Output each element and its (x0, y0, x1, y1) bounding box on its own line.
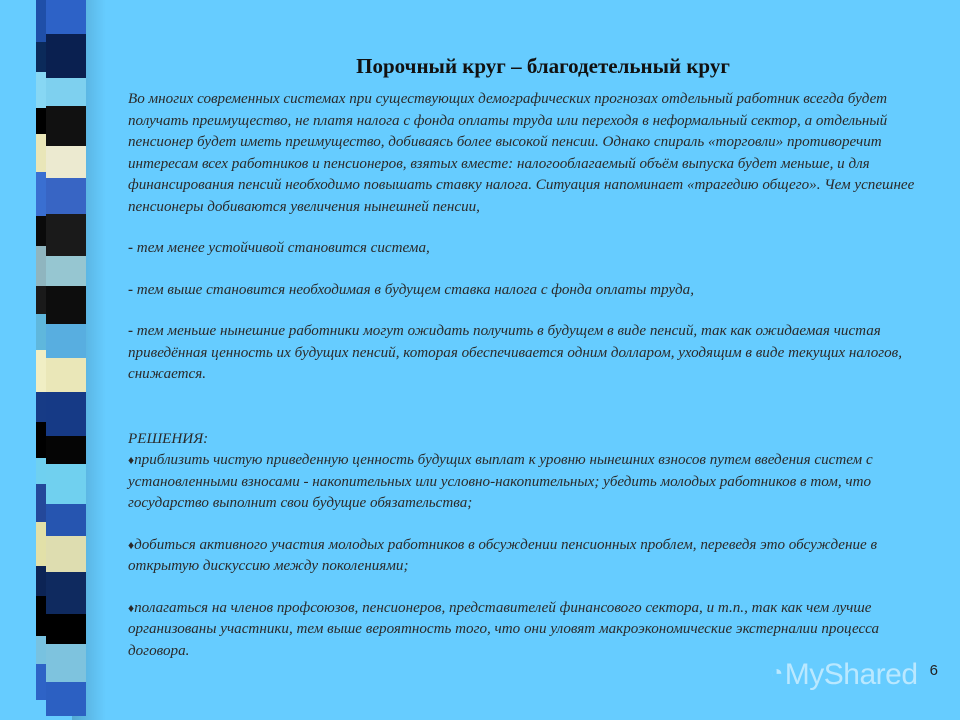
dash-text: тем менее устойчивой становится система, (133, 240, 430, 256)
solution-text: полагаться на членов профсоюзов, пенсионеров, представителей финансового сектора, и т.п., так как чем лучше организованы участники, тем выше вероятность того, что они уловят макроэкономические экстерналии процесса договора. (128, 599, 880, 659)
diamond-bullet-icon: ♦ (128, 453, 135, 467)
stripe-block (46, 536, 86, 572)
dash-item (128, 238, 928, 260)
myshared-logo-icon: ◔ (770, 660, 783, 685)
solution-text: добиться активного участия молодых работников в обсуждении пенсионных проблем, переведя это обсуждение в открытую дискуссию между поколениями; (128, 536, 878, 574)
dash-bullet: - (128, 323, 134, 339)
stripe-block (46, 436, 86, 464)
solution-item (128, 598, 928, 663)
slide-title: Порочный круг – благодетельный круг (356, 54, 730, 78)
stripe-block (46, 0, 86, 34)
stripe-block (46, 614, 86, 644)
page-number: 6 (929, 662, 938, 679)
stripe-block (46, 324, 86, 358)
stripe-block (46, 146, 86, 178)
stripe-block (46, 358, 86, 392)
stripe-block (46, 34, 86, 78)
slide-content (128, 54, 928, 662)
watermark-text: MyShared (784, 658, 918, 691)
stripe-block (46, 572, 86, 614)
decorative-stripes (0, 0, 108, 720)
dash-item (128, 280, 928, 302)
solutions-heading: РЕШЕНИЯ: (128, 430, 209, 447)
stripe-block (46, 464, 86, 504)
intro-paragraph: Во многих современных системах при существующих демографических прогнозах отдельный работник всегда будет получать преимущество, не платя налога с фонда оплаты труда или переходя в неформальный сектор, а отдельный пенсионер будет иметь преимущество, добиваясь более высокой пенсии. Однако спираль «торговли» противоречит интересам всех работников и пенсионеров, взятых вместе: налогооблагаемый объём выпуска будет меньше, и для финансирования пенсий необходимо повышать ставку налога. Ситуация напоминает «трагедию общего». Чем успешнее пенсионеры добиваются увеличения нынешней пенсии, (128, 91, 915, 215)
stripe-column-right (46, 0, 86, 720)
stripe-block (46, 644, 86, 682)
diamond-bullet-icon: ♦ (128, 537, 135, 552)
dash-text: тем меньше нынешние работники могут ожидать получить в будущем в виде пенсий, так как ожидаемая чистая приведённая ценность их будущих пенсий, которая обеспечивается одним долларом, уходящим в виде текущих налогов, снижается. (128, 323, 903, 382)
stripe-block (46, 78, 86, 106)
diamond-bullet-icon: ♦ (128, 600, 135, 615)
stripe-block (46, 178, 86, 214)
watermark (770, 658, 918, 692)
dash-item (128, 321, 928, 386)
dash-bullet: - (128, 281, 134, 298)
stripe-block (46, 682, 86, 716)
stripe-block (46, 286, 86, 324)
solution-text: приблизить чистую приведенную ценность будущих выплат к уровню нынешних взносов путем введения систем с установленными взносами - накопительных или условно-накопительных; убедить молодых работников в том, что государство выполнит свои будущие обязательства; (128, 452, 873, 511)
stripe-block (46, 214, 86, 256)
solution-item (128, 535, 928, 578)
dash-bullet: - (128, 240, 134, 256)
solution-item (128, 450, 928, 515)
stripe-block (46, 392, 86, 436)
stripe-block (46, 256, 86, 286)
stripe-block (46, 504, 86, 536)
dash-text: тем выше становится необходимая в будущем ставка налога с фонда оплаты труда, (133, 281, 694, 298)
stripe-block (46, 106, 86, 146)
